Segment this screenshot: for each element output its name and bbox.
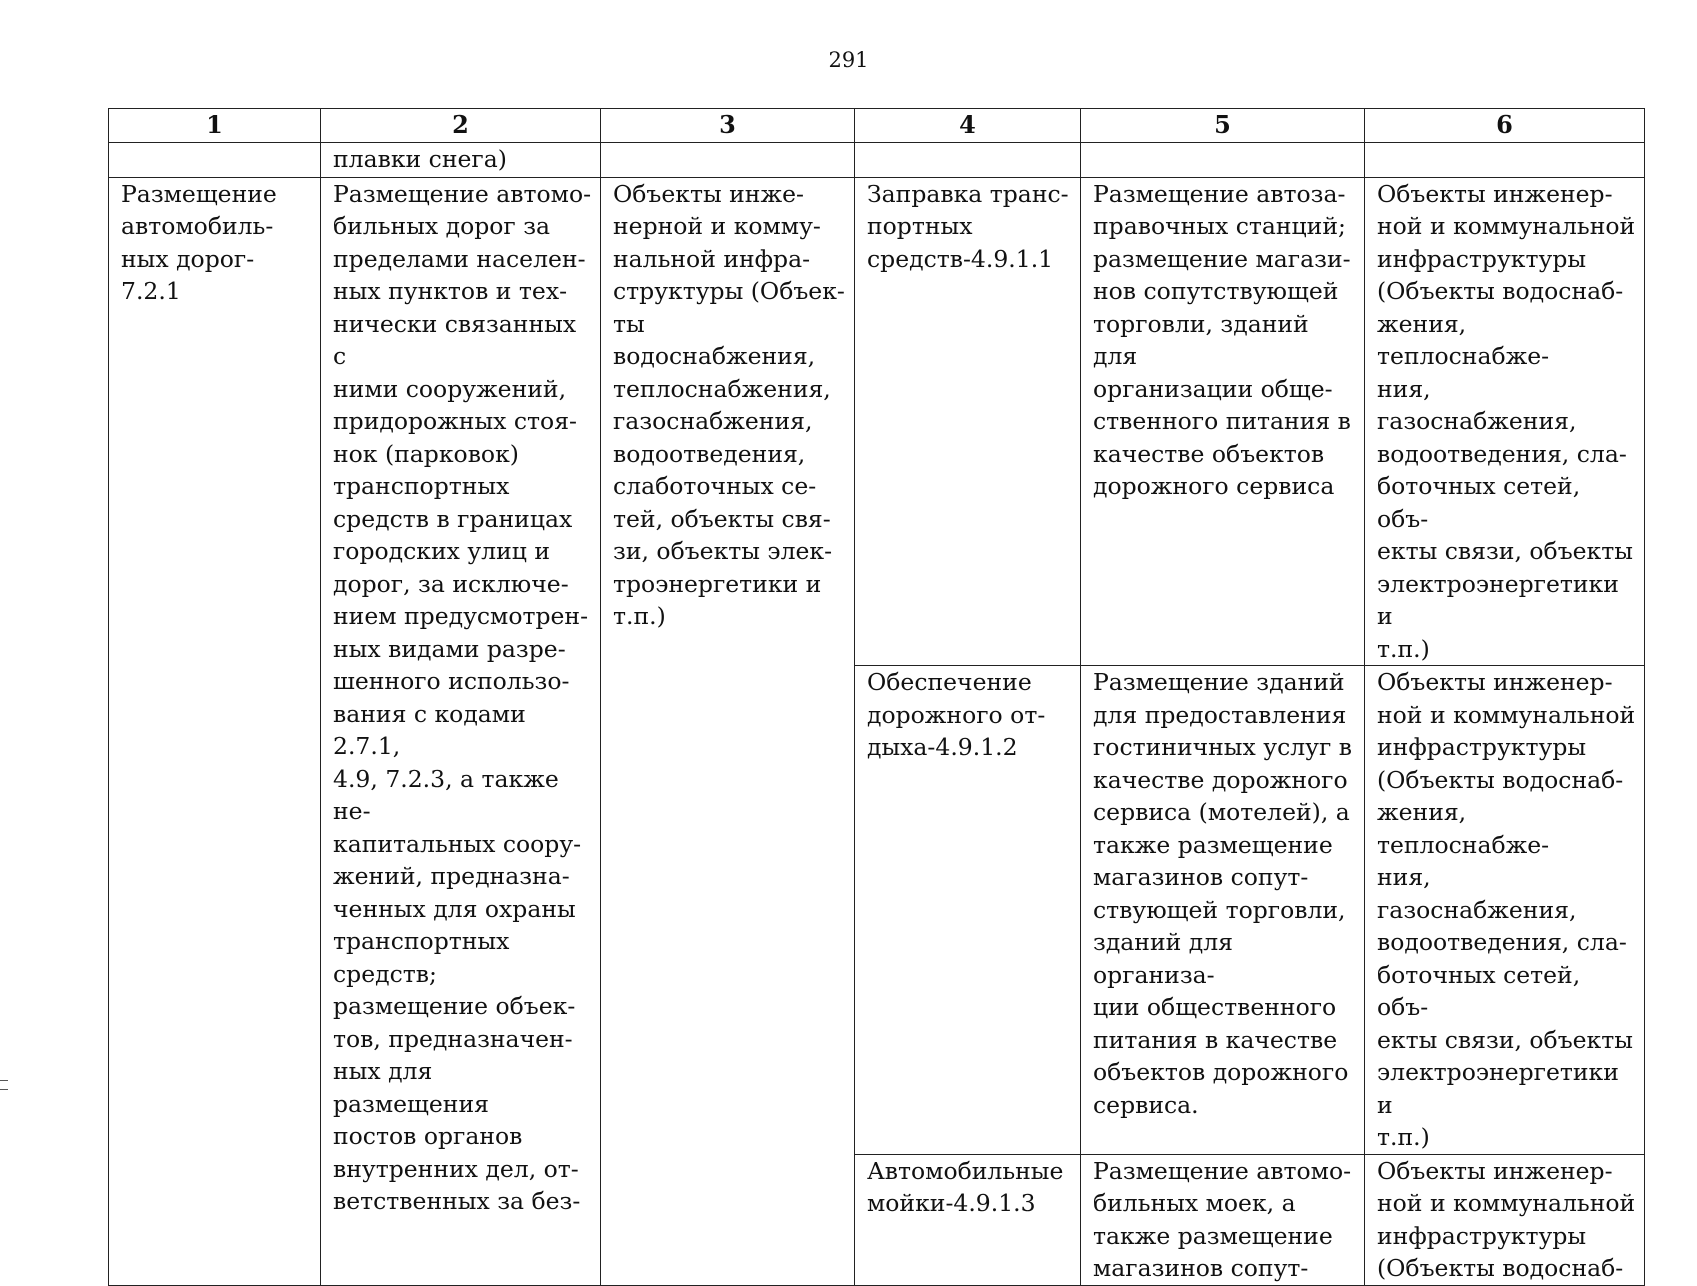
column-header-6: 6 xyxy=(1365,109,1645,143)
auxiliary-use-description-cell: Размещение автоза- правочных станций; размещение магази- нов сопутствующей торговли, зданий для организации обще- ственного питания в качестве объектов дорожного сервиса xyxy=(1081,177,1365,666)
auxiliary-use-type-cell: Заправка транс- портных средств-4.9.1.1 xyxy=(855,177,1081,666)
auxiliary-use-description-cell: Размещение автомо- бильных моек, а также размещение магазинов сопут- xyxy=(1081,1154,1365,1285)
auxiliary-use-description-cell: Размещение зданий для предоставления гостиничных услуг в качестве дорожного сервиса (мотелей), а также размещение магазинов сопут- ствующей торговли, зданий для организа- ции общественного питания в качестве объектов дорожного сервиса. xyxy=(1081,666,1365,1155)
table-header-row xyxy=(109,109,1645,143)
table-row xyxy=(109,177,1645,666)
column-header-1: 1 xyxy=(109,109,321,143)
infrastructure-objects-cell: Объекты инже- нерной и комму- нальной инфра- структуры (Объек- ты водоснабжения, теплоснабжения, газоснабжения, водоотведения, слаботочных се- тей, объекты свя- зи, объекты элек- троэнергетики и т.п.) xyxy=(601,177,855,1285)
column-header-2: 2 xyxy=(321,109,601,143)
table-cell xyxy=(855,142,1081,177)
land-use-type-cell: Размещение автомобиль- ных дорог- 7.2.1 xyxy=(109,177,321,1285)
table-cell xyxy=(109,142,321,177)
page-number: 291 xyxy=(828,48,869,72)
table-cell xyxy=(1365,142,1645,177)
continuation-row xyxy=(109,142,1645,177)
column-header-3: 3 xyxy=(601,109,855,143)
auxiliary-infrastructure-cell: Объекты инженер- ной и коммунальной инфраструктуры (Объекты водоснаб- жения, теплоснабже- ния, газоснабжения, водоотведения, сла- боточных сетей, объ- екты связи, объекты электроэнергетики и т.п.) xyxy=(1365,177,1645,666)
auxiliary-use-type-cell: Обеспечение дорожного от- дыха-4.9.1.2 xyxy=(855,666,1081,1155)
auxiliary-use-type-cell: Автомобильные мойки-4.9.1.3 xyxy=(855,1154,1081,1285)
table-cell xyxy=(601,142,855,177)
table-cell xyxy=(1081,142,1365,177)
land-use-table xyxy=(108,108,1645,1286)
auxiliary-infrastructure-cell: Объекты инженер- ной и коммунальной инфраструктуры (Объекты водоснаб- жения, теплоснабже- ния, газоснабжения, водоотведения, сла- боточных сетей, объ- екты связи, объекты электроэнергетики и т.п.) xyxy=(1365,666,1645,1155)
land-use-description-cell: Размещение автомо- бильных дорог за пределами населен- ных пунктов и тех- нически связанных с ними сооружений, придорожных стоя- нок (парковок) транспортных средств в границах городских улиц и дорог, за исключе- нием предусмотрен- ных видами разре- шенного использо- вания с кодами 2.7.1, 4.9, 7.2.3, а также не- капитальных соору- жений, предназна- ченных для охраны транспортных средств; размещение объек- тов, предназначен- ных для размещения постов органов внутренних дел, от- ветственных за без- xyxy=(321,177,601,1285)
column-header-5: 5 xyxy=(1081,109,1365,143)
column-header-4: 4 xyxy=(855,109,1081,143)
table-cell: плавки снега) xyxy=(321,142,601,177)
scan-edge-mark xyxy=(0,1080,8,1090)
auxiliary-infrastructure-cell: Объекты инженер- ной и коммунальной инфраструктуры (Объекты водоснаб- xyxy=(1365,1154,1645,1285)
